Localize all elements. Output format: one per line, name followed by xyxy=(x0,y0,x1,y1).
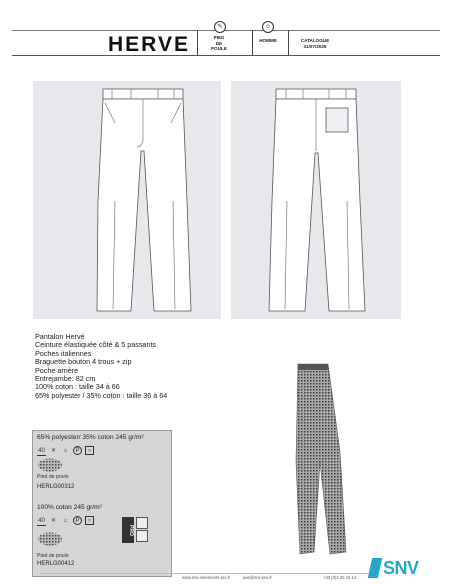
swatch-pied-de-poule xyxy=(37,458,63,472)
description-line: 65% polyester / 35% coton : taille 36 à 64 xyxy=(35,390,168,400)
dry-clean-p-icon: P xyxy=(73,516,82,525)
tumble-dry-icon: ○ xyxy=(85,516,94,525)
description-line: Poche arrière xyxy=(35,365,79,375)
swatch-label-1: Pied de poule xyxy=(37,474,69,480)
description-line: Braguette bouton 4 trous + zip xyxy=(35,357,132,367)
description-line: Pantalon Hervé xyxy=(35,332,85,341)
product-description xyxy=(35,333,167,400)
description-line: 100% coton : taille 34 à 66 xyxy=(35,382,120,392)
header-bottom-rule xyxy=(12,55,440,56)
composition-option-2: 100% coton 245 gr/m² xyxy=(37,504,102,511)
wash-40-icon: 40 xyxy=(37,446,46,456)
fabric-label: PIED DE POULE xyxy=(211,35,227,52)
product-photo xyxy=(280,362,360,562)
iron-icon: ⌂ xyxy=(63,517,68,524)
dry-clean-p-icon: P xyxy=(73,446,82,455)
front-view-panel xyxy=(33,81,221,319)
person-icon: ☺ xyxy=(262,21,274,33)
header-divider xyxy=(252,30,253,56)
pro-badge: PRO xyxy=(122,517,134,543)
footer-email[interactable]: pao@snv-pro.fr xyxy=(243,575,272,580)
swatch-pied-de-poule xyxy=(37,532,63,546)
catalogue-label: CATALOGUE xyxy=(300,38,330,43)
composition-option-1: 65% polyester/ 35% coton 245 gr/m² xyxy=(37,434,144,441)
brand-logo: SNV xyxy=(383,558,419,578)
header-top-rule xyxy=(12,30,440,31)
fabric-options-box xyxy=(32,430,172,577)
swatch-label-2: Pied de poule xyxy=(37,553,69,559)
spool-icon: ✎ xyxy=(214,21,226,33)
iron-icon: ⌂ xyxy=(63,447,68,454)
logo-mark xyxy=(368,558,382,578)
reference-2: HERLG00412 xyxy=(37,561,75,567)
tumble-dry-icon: ○ xyxy=(85,446,94,455)
reference-1: HERLG00312 xyxy=(37,484,75,490)
description-line: Entrejambe: 82 cm xyxy=(35,374,96,384)
back-view-panel xyxy=(231,81,401,319)
certification-icon xyxy=(136,530,148,542)
catalogue-date: 31/07/2025 xyxy=(303,44,327,49)
no-bleach-icon: ✕ xyxy=(50,448,57,454)
footer-website[interactable]: www.snv-vetements-pro.fr xyxy=(182,575,231,580)
header-divider xyxy=(288,30,289,56)
wash-40-icon: 40 xyxy=(37,516,46,526)
certification-icon xyxy=(136,517,148,529)
gender-label: HOMME xyxy=(259,38,277,43)
no-bleach-icon: ✕ xyxy=(50,518,57,524)
footer-phone: +33 (0)3 35 15 14 xyxy=(323,575,357,580)
description-line: Ceinture élastiquée côté & 5 passants xyxy=(35,340,157,350)
footer-rule xyxy=(40,573,370,574)
back-view-drawing xyxy=(231,81,401,319)
front-view-drawing xyxy=(33,81,221,319)
header-divider xyxy=(197,30,198,56)
description-line: Poches italiennes xyxy=(35,348,92,358)
product-title: HERVE xyxy=(108,33,190,56)
